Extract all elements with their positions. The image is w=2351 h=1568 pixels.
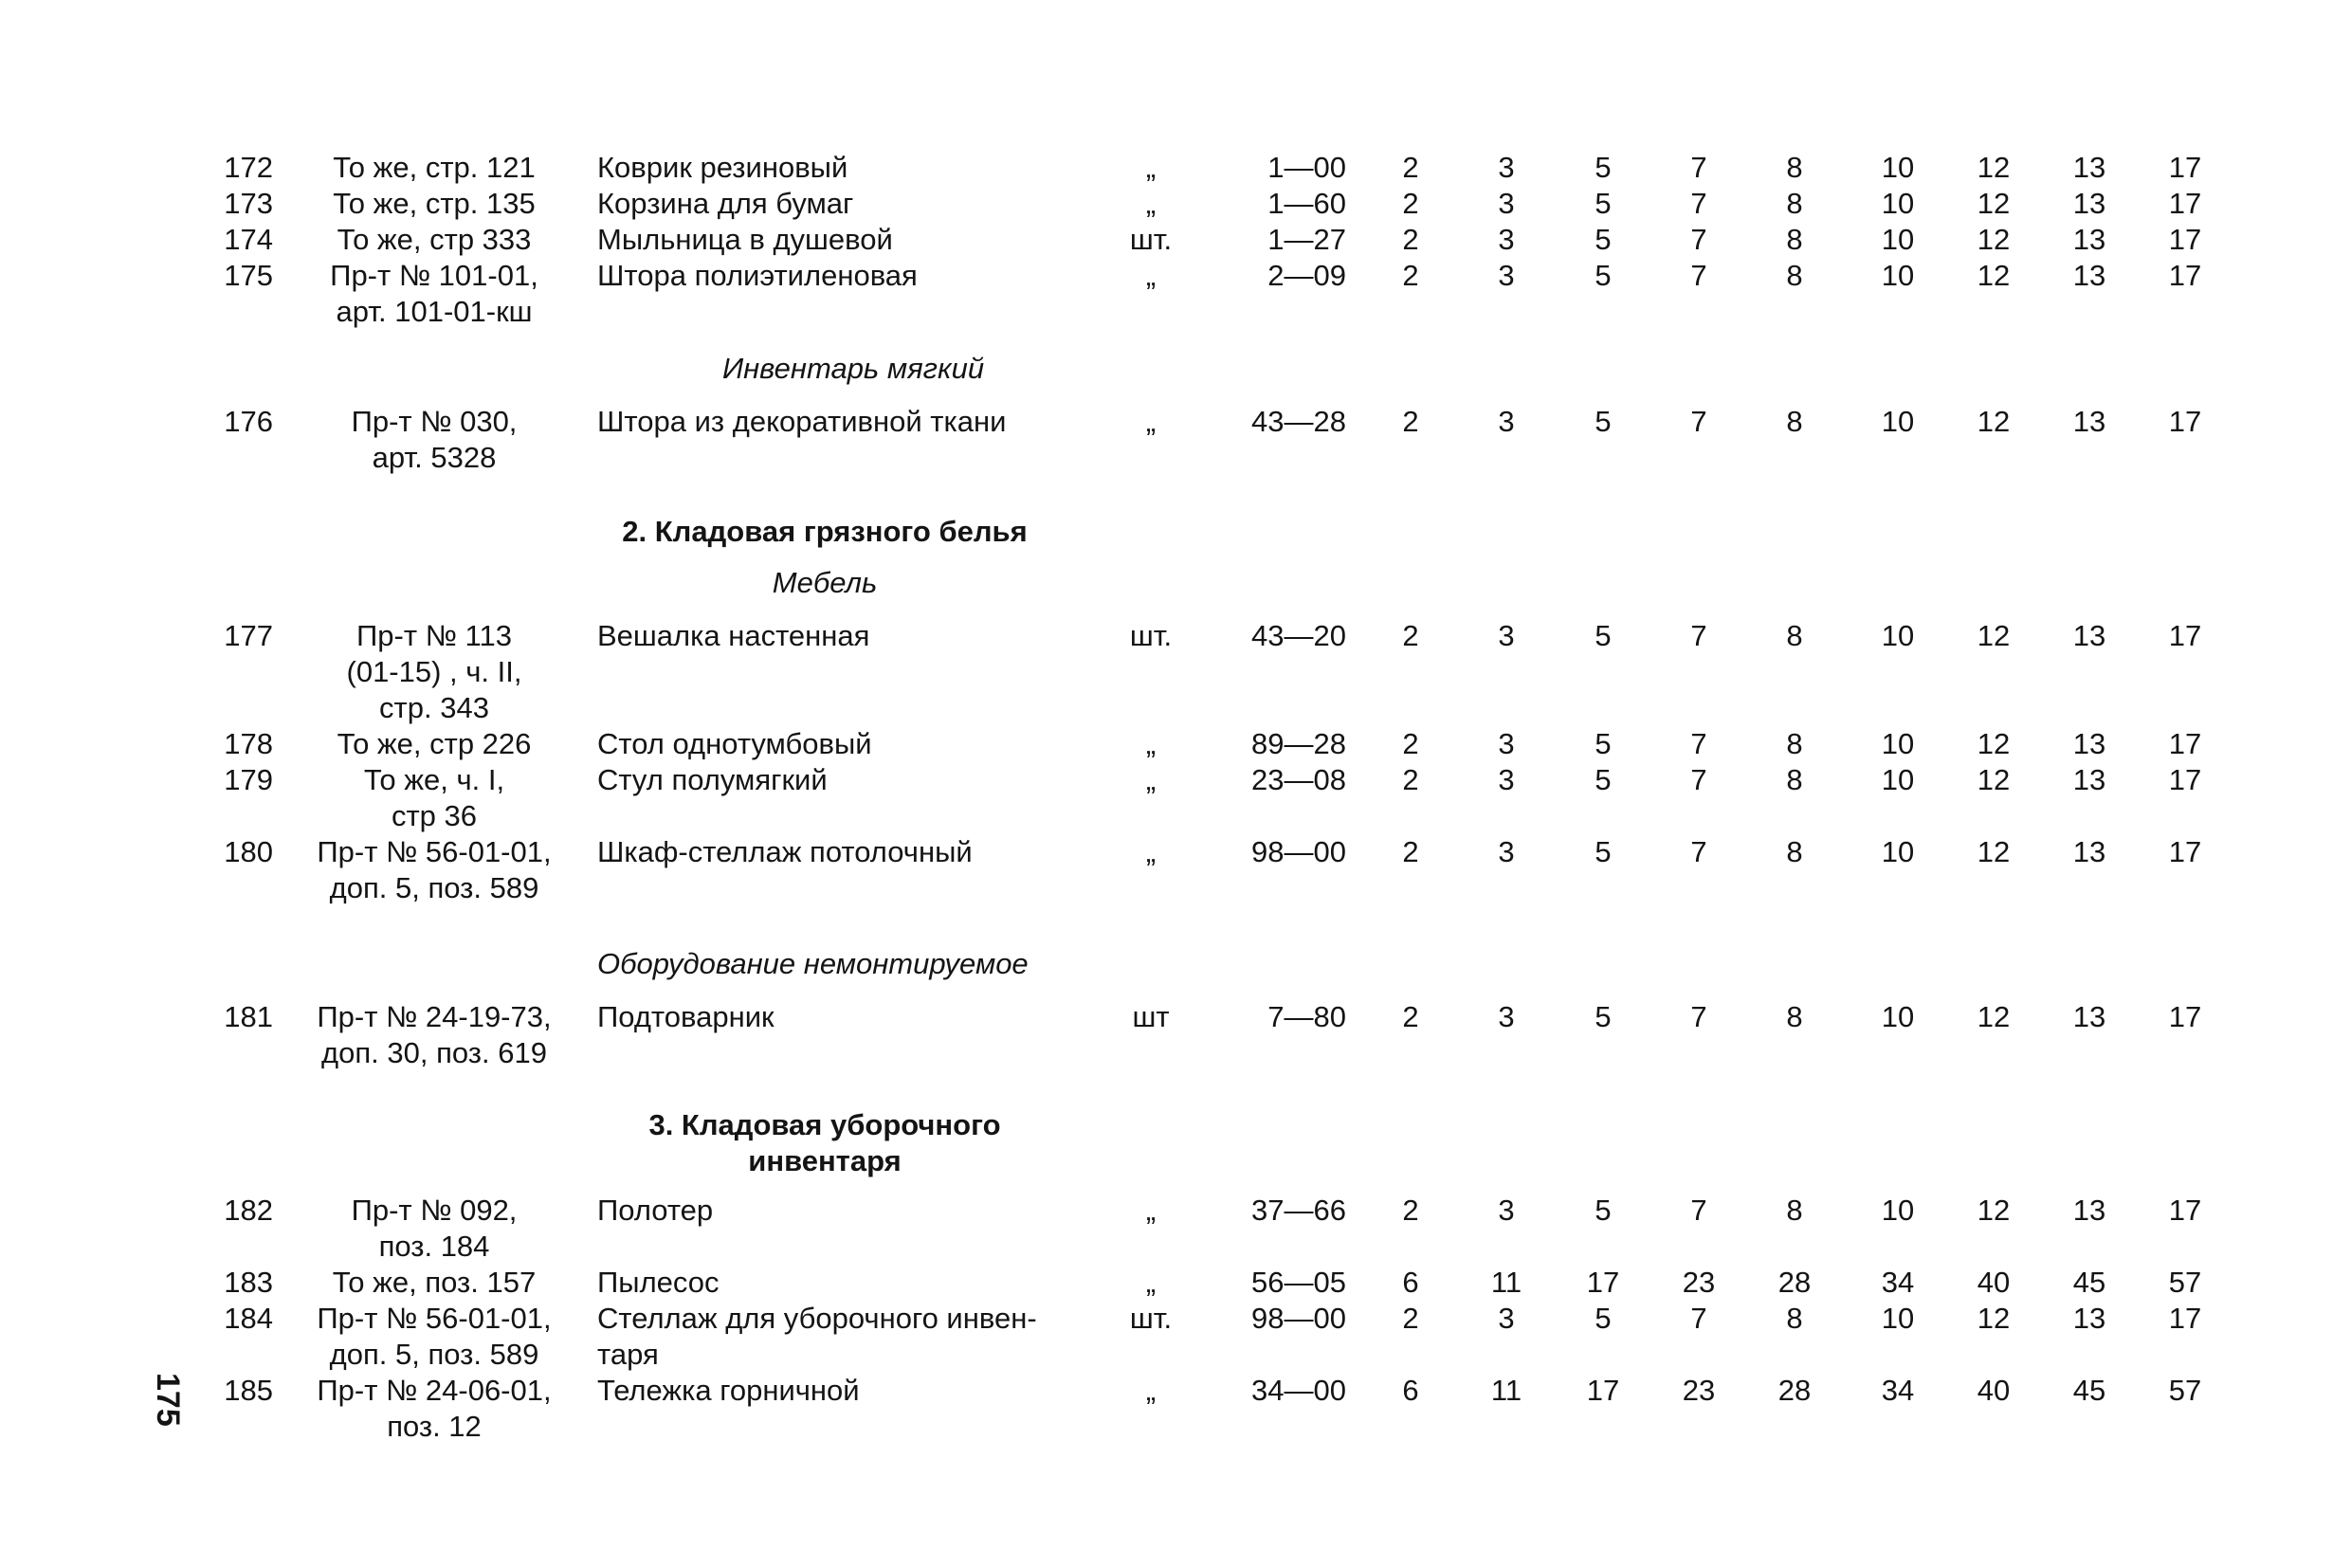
row-value: 12 [1977, 835, 2011, 868]
row-value: 12 [1977, 1302, 2011, 1335]
row-value: 13 [2072, 1194, 2106, 1227]
row-value: 5 [1595, 187, 1612, 220]
row-number: 185 [224, 1374, 273, 1407]
row-value: 13 [2072, 151, 2106, 184]
row-value: 3 [1498, 187, 1515, 220]
row-value: 17 [1586, 1374, 1620, 1407]
row-value: 7 [1690, 223, 1707, 256]
row-value: 3 [1498, 763, 1515, 796]
row-unit: „ [1145, 763, 1157, 796]
row-value: 2 [1402, 187, 1419, 220]
row-value: 8 [1786, 151, 1803, 184]
row-name: Тележка горничной [597, 1374, 860, 1407]
row-value: 28 [1777, 1374, 1812, 1407]
row-value: 3 [1498, 151, 1515, 184]
row-value: 7 [1690, 1000, 1707, 1033]
row-reference: То же, стр 226 [337, 727, 532, 760]
row-value: 17 [2168, 727, 2202, 760]
row-price: 98—00 [1251, 1302, 1346, 1335]
row-number: 177 [224, 619, 273, 652]
row-reference: Пр-т № 56-01-01, доп. 5, поз. 589 [317, 835, 552, 904]
row-value: 17 [2168, 1302, 2202, 1335]
row-value: 10 [1881, 835, 1915, 868]
row-value: 17 [2168, 223, 2202, 256]
row-value: 11 [1490, 1374, 1522, 1407]
row-name: Стеллаж для уборочного инвен- таря [597, 1302, 1037, 1371]
row-price: 98—00 [1251, 835, 1346, 868]
row-value: 7 [1690, 727, 1707, 760]
row-price: 1—27 [1267, 223, 1346, 256]
row-value: 3 [1498, 223, 1515, 256]
row-value: 7 [1690, 1302, 1707, 1335]
row-number: 173 [224, 187, 273, 220]
row-price: 89—28 [1251, 727, 1346, 760]
row-value: 12 [1977, 763, 2011, 796]
row-value: 23 [1682, 1266, 1716, 1299]
row-name: Полотер [597, 1194, 714, 1227]
row-price: 43—20 [1251, 619, 1346, 652]
row-number: 176 [224, 405, 273, 438]
row-value: 5 [1595, 259, 1612, 292]
row-value: 8 [1786, 187, 1803, 220]
row-value: 8 [1786, 259, 1803, 292]
row-value: 5 [1595, 151, 1612, 184]
row-value: 28 [1777, 1266, 1812, 1299]
row-value: 7 [1690, 405, 1707, 438]
row-value: 10 [1881, 1000, 1915, 1033]
row-value: 8 [1786, 727, 1803, 760]
row-unit: „ [1145, 1266, 1157, 1299]
row-value: 8 [1786, 1302, 1803, 1335]
row-number: 175 [224, 259, 273, 292]
row-value: 3 [1498, 1000, 1515, 1033]
row-value: 3 [1498, 727, 1515, 760]
row-value: 2 [1402, 763, 1419, 796]
row-value: 8 [1786, 1000, 1803, 1033]
row-reference: Пр-т № 101-01, арт. 101-01-кш [330, 259, 538, 328]
row-value: 13 [2072, 727, 2106, 760]
row-name: Мыльница в душевой [597, 223, 893, 256]
row-value: 2 [1402, 619, 1419, 652]
row-name: Коврик резиновый [597, 151, 848, 184]
row-value: 13 [2072, 1000, 2106, 1033]
row-value: 10 [1881, 1302, 1915, 1335]
row-number: 181 [224, 1000, 273, 1033]
row-value: 8 [1786, 1194, 1803, 1227]
row-value: 10 [1881, 405, 1915, 438]
row-value: 13 [2072, 223, 2106, 256]
row-unit: „ [1145, 1374, 1157, 1407]
row-value: 12 [1977, 619, 2011, 652]
row-value: 11 [1490, 1266, 1522, 1299]
row-price: 23—08 [1251, 763, 1346, 796]
row-number: 179 [224, 763, 273, 796]
row-price: 43—28 [1251, 405, 1346, 438]
row-value: 8 [1786, 835, 1803, 868]
row-value: 10 [1881, 1194, 1915, 1227]
row-value: 12 [1977, 405, 2011, 438]
row-value: 8 [1786, 763, 1803, 796]
row-unit: „ [1145, 187, 1157, 220]
row-number: 180 [224, 835, 273, 868]
row-value: 13 [2072, 405, 2106, 438]
row-value: 7 [1690, 187, 1707, 220]
row-name: Стул полумягкий [597, 763, 828, 796]
row-value: 45 [2072, 1374, 2106, 1407]
row-value: 5 [1595, 405, 1612, 438]
row-value: 7 [1690, 835, 1707, 868]
row-name: Пылесос [597, 1266, 720, 1299]
row-value: 5 [1595, 223, 1612, 256]
row-value: 8 [1786, 619, 1803, 652]
row-value: 7 [1690, 1194, 1707, 1227]
subsection-heading: Оборудование немонтируемое [597, 947, 1029, 980]
row-value: 7 [1690, 619, 1707, 652]
row-unit: „ [1145, 835, 1157, 868]
row-unit: „ [1145, 405, 1157, 438]
row-value: 12 [1977, 259, 2011, 292]
row-unit: шт. [1129, 223, 1173, 256]
row-value: 17 [2168, 763, 2202, 796]
row-value: 17 [2168, 619, 2202, 652]
row-value: 13 [2072, 835, 2106, 868]
row-value: 13 [2072, 619, 2106, 652]
row-value: 10 [1881, 223, 1915, 256]
section-heading: 2. Кладовая грязного белья [622, 515, 1028, 548]
row-value: 34 [1881, 1374, 1915, 1407]
row-value: 12 [1977, 1000, 2011, 1033]
row-value: 40 [1977, 1374, 2011, 1407]
row-value: 10 [1881, 259, 1915, 292]
row-number: 184 [224, 1302, 273, 1335]
row-value: 17 [2168, 151, 2202, 184]
row-price: 2—09 [1267, 259, 1346, 292]
row-value: 8 [1786, 405, 1803, 438]
row-reference: То же, стр 333 [337, 223, 532, 256]
row-value: 3 [1498, 259, 1515, 292]
row-value: 5 [1595, 1000, 1612, 1033]
row-value: 10 [1881, 187, 1915, 220]
row-unit: „ [1145, 727, 1157, 760]
subsection-heading: Инвентарь мягкий [721, 352, 985, 385]
row-value: 5 [1595, 763, 1612, 796]
subsection-heading: Мебель [772, 566, 878, 599]
row-value: 34 [1881, 1266, 1915, 1299]
row-price: 34—00 [1251, 1374, 1346, 1407]
row-unit: „ [1145, 259, 1157, 292]
row-value: 5 [1595, 727, 1612, 760]
row-value: 3 [1498, 405, 1515, 438]
row-value: 57 [2168, 1266, 2202, 1299]
row-value: 13 [2072, 187, 2106, 220]
row-price: 7—80 [1267, 1000, 1346, 1033]
row-name: Подтоварник [597, 1000, 775, 1033]
row-name: Вешалка настенная [597, 619, 870, 652]
row-number: 183 [224, 1266, 273, 1299]
row-value: 17 [2168, 187, 2202, 220]
row-reference: Пр-т № 030, арт. 5328 [351, 405, 518, 474]
row-value: 2 [1402, 1194, 1419, 1227]
row-value: 2 [1402, 1302, 1419, 1335]
row-value: 17 [2168, 1194, 2202, 1227]
row-number: 172 [224, 151, 273, 184]
row-name: Стол однотумбовый [597, 727, 872, 760]
row-value: 13 [2072, 259, 2106, 292]
row-value: 12 [1977, 727, 2011, 760]
row-value: 12 [1977, 223, 2011, 256]
row-value: 5 [1595, 1194, 1612, 1227]
row-value: 6 [1402, 1374, 1419, 1407]
row-reference: То же, стр. 121 [333, 151, 536, 184]
row-value: 10 [1881, 763, 1915, 796]
row-value: 2 [1402, 1000, 1419, 1033]
row-name: Шкаф-стеллаж потолочный [597, 835, 973, 868]
row-reference: Пр-т № 24-19-73, доп. 30, поз. 619 [317, 1000, 552, 1069]
row-value: 57 [2168, 1374, 2202, 1407]
row-value: 8 [1786, 223, 1803, 256]
row-value: 2 [1402, 259, 1419, 292]
row-value: 3 [1498, 835, 1515, 868]
row-value: 2 [1402, 727, 1419, 760]
row-value: 45 [2072, 1266, 2106, 1299]
row-value: 23 [1682, 1374, 1716, 1407]
row-value: 6 [1402, 1266, 1419, 1299]
row-reference: То же, стр. 135 [333, 187, 536, 220]
row-reference: Пр-т № 113 (01-15) , ч. II, стр. 343 [346, 619, 522, 724]
row-value: 5 [1595, 1302, 1612, 1335]
row-value: 2 [1402, 223, 1419, 256]
row-value: 7 [1690, 151, 1707, 184]
row-value: 12 [1977, 187, 2011, 220]
row-reference: Пр-т № 56-01-01, доп. 5, поз. 589 [317, 1302, 552, 1371]
row-reference: Пр-т № 24-06-01, поз. 12 [317, 1374, 552, 1443]
row-value: 5 [1595, 835, 1612, 868]
row-price: 1—00 [1267, 151, 1346, 184]
row-name: Корзина для бумаг [597, 187, 854, 220]
row-value: 13 [2072, 1302, 2106, 1335]
page-number: 175 [150, 1373, 186, 1427]
row-value: 10 [1881, 619, 1915, 652]
row-unit: шт. [1129, 1302, 1173, 1335]
row-value: 40 [1977, 1266, 2011, 1299]
row-value: 10 [1881, 727, 1915, 760]
row-value: 2 [1402, 151, 1419, 184]
row-value: 17 [2168, 835, 2202, 868]
row-price: 56—05 [1251, 1266, 1346, 1299]
row-value: 7 [1690, 763, 1707, 796]
section-heading: 3. Кладовая уборочного инвентаря [648, 1108, 1001, 1177]
row-value: 7 [1690, 259, 1707, 292]
row-value: 10 [1881, 151, 1915, 184]
row-unit: шт. [1129, 619, 1173, 652]
row-reference: То же, ч. I, стр 36 [363, 763, 505, 832]
row-price: 37—66 [1251, 1194, 1346, 1227]
row-unit: „ [1145, 151, 1157, 184]
row-value: 12 [1977, 151, 2011, 184]
row-name: Штора полиэтиленовая [597, 259, 918, 292]
row-value: 2 [1402, 405, 1419, 438]
row-number: 174 [224, 223, 273, 256]
row-value: 12 [1977, 1194, 2011, 1227]
row-number: 182 [224, 1194, 273, 1227]
row-value: 5 [1595, 619, 1612, 652]
row-value: 17 [2168, 259, 2202, 292]
row-price: 1—60 [1267, 187, 1346, 220]
row-value: 17 [2168, 405, 2202, 438]
row-value: 13 [2072, 763, 2106, 796]
row-value: 17 [2168, 1000, 2202, 1033]
row-number: 178 [224, 727, 273, 760]
row-value: 2 [1402, 835, 1419, 868]
row-value: 17 [1586, 1266, 1620, 1299]
row-value: 3 [1498, 1302, 1515, 1335]
row-unit: „ [1145, 1194, 1157, 1227]
row-value: 3 [1498, 619, 1515, 652]
row-value: 3 [1498, 1194, 1515, 1227]
row-name: Штора из декоративной ткани [597, 405, 1007, 438]
row-reference: Пр-т № 092, поз. 184 [351, 1194, 518, 1263]
row-unit: шт [1132, 1000, 1170, 1033]
row-reference: То же, поз. 157 [332, 1266, 537, 1299]
